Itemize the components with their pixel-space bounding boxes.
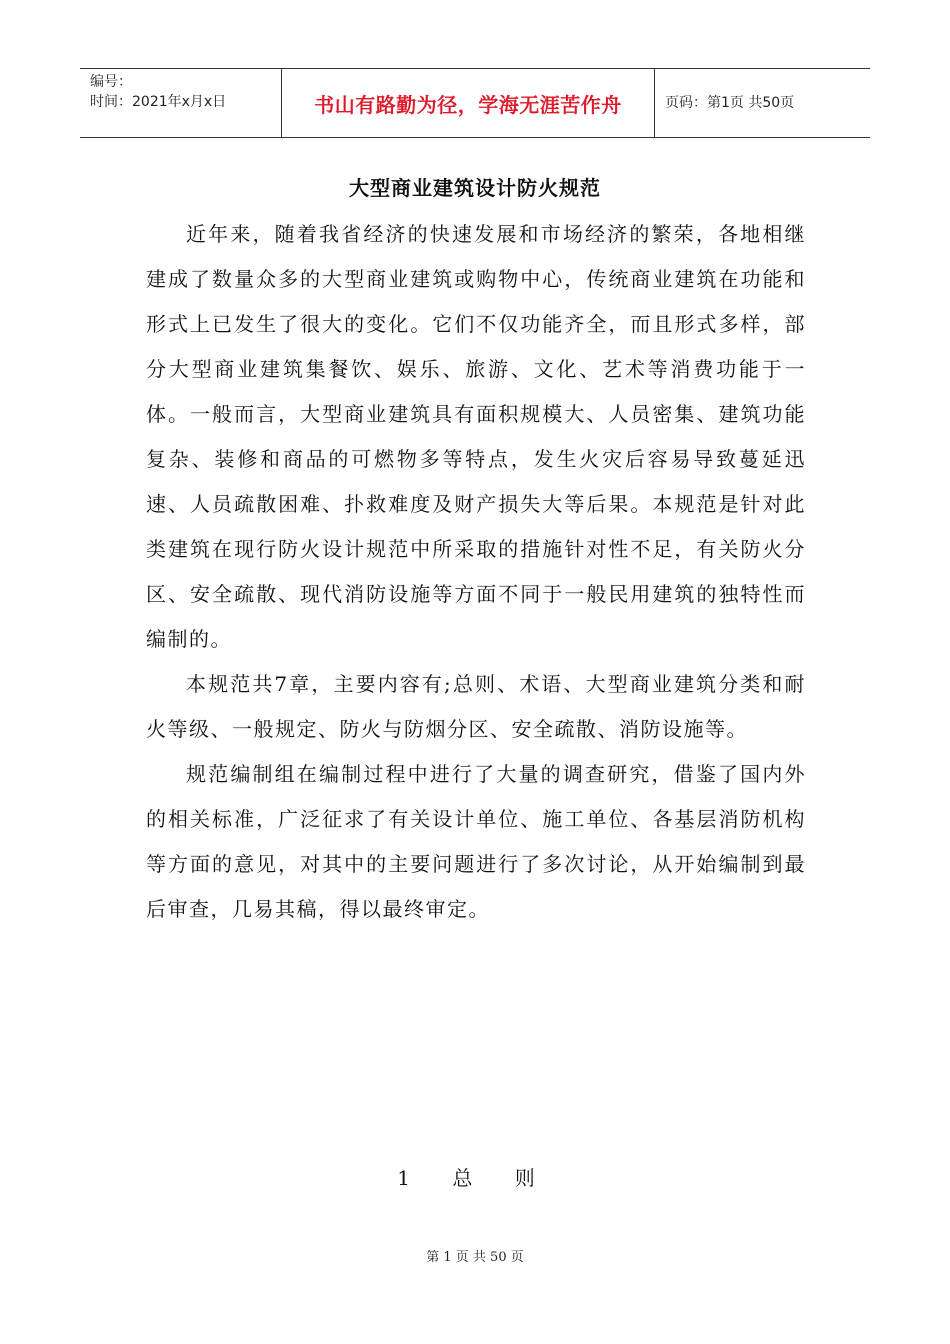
document-title: 大型商业建筑设计防火规范 [349, 176, 601, 200]
time-label: 时间：2021年x月x日 [90, 94, 227, 110]
header-table [80, 68, 870, 138]
header-page-cell [655, 69, 870, 137]
paragraph: 规范编制组在编制过程中进行了大量的调查研究，借鉴了国内外的相关标准，广泛征求了有关设计单位、施工单位、各基层消防机构等方面的意见，对其中的主要问题进行了多次讨论，从开始编制到最后审查，几易其稿，得以最终审定。 [146, 762, 806, 921]
page-info: 页码：第1页 共50页 [665, 95, 795, 111]
page-footer: 第 1 页 共 50 页 [426, 1250, 524, 1265]
document-body [146, 212, 806, 932]
paragraph: 近年来，随着我省经济的快速发展和市场经济的繁荣，各地相继建成了数量众多的大型商业建筑或购物中心，传统商业建筑在功能和形式上已发生了很大的变化。它们不仅功能齐全，而且形式多样，部分大型商业建筑集餐饮、娱乐、旅游、文化、艺术等消费功能于一体。一般而言，大型商业建筑具有面积规模大、人员密集、建筑功能复杂、装修和商品的可燃物多等特点，发生火灾后容易导致蔓延迅速、人员疏散困难、扑救难度及财产损失大等后果。本规范是针对此类建筑在现行防火设计规范中所采取的措施针对性不足，有关防火分区、安全疏散、现代消防设施等方面不同于一般民用建筑的独特性而编制的。 [146, 222, 806, 651]
section-heading: 1 总 则 [397, 1166, 553, 1190]
header-meta-cell [80, 69, 282, 137]
paragraph: 本规范共7章，主要内容有;总则、术语、大型商业建筑分类和耐火等级、一般规定、防火与防烟分区、安全疏散、消防设施等。 [146, 672, 806, 741]
number-label: 编号： [90, 74, 132, 90]
motto-text: 书山有路勤为径，学海无涯苦作舟 [314, 92, 622, 117]
header-motto-cell [282, 69, 655, 137]
